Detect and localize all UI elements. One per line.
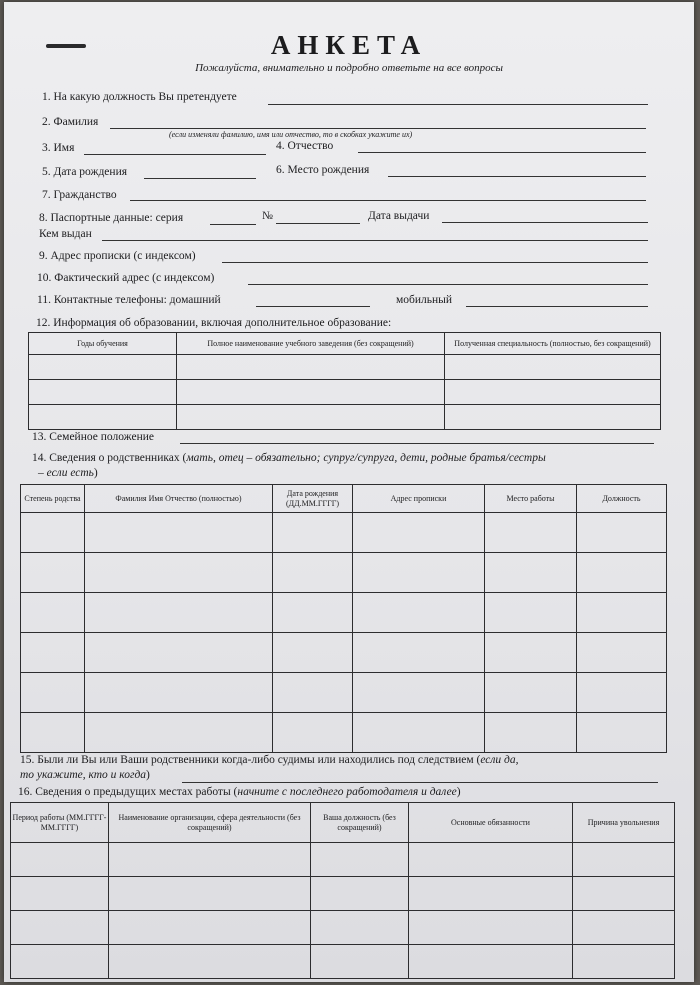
questionnaire-sheet <box>4 2 694 982</box>
table-cell[interactable] <box>85 553 273 593</box>
table-cell[interactable] <box>177 355 445 380</box>
table-cell[interactable] <box>273 713 353 753</box>
table-cell[interactable] <box>573 911 675 945</box>
table-cell[interactable] <box>21 593 85 633</box>
work-title-close: ) <box>456 786 461 798</box>
table-cell[interactable] <box>573 877 675 911</box>
table-cell[interactable] <box>109 945 311 979</box>
table-cell[interactable] <box>29 405 177 430</box>
table-cell[interactable] <box>109 911 311 945</box>
page-subtitle: Пожалуйста, внимательно и подробно ответьте на все вопросы <box>195 62 503 74</box>
table-cell[interactable] <box>409 945 573 979</box>
table-cell[interactable] <box>573 945 675 979</box>
education-section-title: 12. Информация об образовании, включая дополнительное образование: <box>36 317 392 329</box>
criminal-question-close: ) <box>146 769 150 781</box>
relatives-col-address: Адрес прописки <box>353 485 485 513</box>
relatives-title-italic2: – если есть <box>38 467 94 479</box>
relatives-title-close: ) <box>93 467 98 479</box>
table-cell[interactable] <box>11 877 109 911</box>
table-cell[interactable] <box>21 713 85 753</box>
table-cell[interactable] <box>85 713 273 753</box>
criminal-question-italic2: то укажите, кто и когда <box>20 769 147 781</box>
table-cell[interactable] <box>353 593 485 633</box>
table-cell[interactable] <box>85 673 273 713</box>
relatives-header-row <box>21 485 667 513</box>
passport-number-line[interactable] <box>276 223 360 224</box>
table-cell[interactable] <box>577 553 667 593</box>
birthdate-answer-line[interactable] <box>144 178 256 179</box>
question-phones-label: 11. Контактные телефоны: домашний <box>37 294 221 306</box>
table-cell[interactable] <box>11 945 109 979</box>
passport-series-line[interactable] <box>210 224 256 225</box>
criminal-question-text: 15. Были ли Вы или Ваши родственники когда-либо судимы или находились под следствием ( <box>20 754 481 766</box>
citizenship-answer-line[interactable] <box>130 200 646 201</box>
passport-issued-line[interactable] <box>102 240 648 241</box>
patronymic-answer-line[interactable] <box>358 152 646 153</box>
table-row <box>21 633 667 673</box>
table-row <box>11 877 675 911</box>
table-cell[interactable] <box>311 843 409 877</box>
relatives-title-text: 14. Сведения о родственниках ( <box>32 452 187 464</box>
work-col-reason: Причина увольнения <box>573 803 675 843</box>
table-cell[interactable] <box>273 513 353 553</box>
table-row <box>11 945 675 979</box>
education-col-institution: Полное наименование учебного заведения (без сокращений) <box>177 333 445 355</box>
table-cell[interactable] <box>485 713 577 753</box>
surname-hint: (если изменяли фамилию, имя или отчество, то в скобках укажите их) <box>169 130 413 139</box>
question-passport-label: 8. Паспортные данные: серия <box>39 212 184 224</box>
relatives-col-relation: Степень родства <box>21 485 85 513</box>
surname-answer-line[interactable] <box>110 128 646 129</box>
question-patronymic-label: 4. Отчество <box>276 140 334 152</box>
question-birthplace-label: 6. Место рождения <box>276 164 370 176</box>
question-position-label: 1. На какую должность Вы претендуете <box>42 91 237 103</box>
table-row <box>21 553 667 593</box>
position-answer-line[interactable] <box>268 104 648 105</box>
passport-date-line[interactable] <box>442 222 648 223</box>
passport-date-label: Дата выдачи <box>368 210 430 222</box>
table-cell[interactable] <box>485 673 577 713</box>
relatives-col-position: Должность <box>577 485 667 513</box>
relatives-title-italic: мать, отец – обязательно; супруг/супруга, дети, родные братья/сестры <box>186 452 546 464</box>
table-cell[interactable] <box>445 380 661 405</box>
table-row <box>11 911 675 945</box>
table-row <box>21 513 667 553</box>
criminal-answer-line[interactable] <box>182 782 658 783</box>
work-col-duties: Основные обязанности <box>409 803 573 843</box>
table-row <box>21 713 667 753</box>
table-cell[interactable] <box>85 513 273 553</box>
table-cell[interactable] <box>21 553 85 593</box>
passport-issued-label: Кем выдан <box>39 228 92 240</box>
education-table <box>28 332 661 430</box>
table-row <box>21 593 667 633</box>
question-surname-label: 2. Фамилия <box>42 116 99 128</box>
education-col-specialty: Полученная специальность (полностью, без сокращений) <box>445 333 661 355</box>
question-name-label: 3. Имя <box>42 142 75 154</box>
relatives-col-workplace: Место работы <box>485 485 577 513</box>
table-cell[interactable] <box>353 513 485 553</box>
registration-address-line[interactable] <box>222 262 648 263</box>
table-cell[interactable] <box>353 673 485 713</box>
name-answer-line[interactable] <box>84 154 266 155</box>
work-col-position: Ваша должность (без сокращений) <box>311 803 409 843</box>
table-cell[interactable] <box>177 380 445 405</box>
relatives-col-fullname: Фамилия Имя Отчество (полностью) <box>85 485 273 513</box>
table-cell[interactable] <box>577 593 667 633</box>
question-registration-address-label: 9. Адрес прописки (с индексом) <box>39 250 196 262</box>
table-cell[interactable] <box>573 843 675 877</box>
table-cell[interactable] <box>485 513 577 553</box>
table-row <box>29 355 661 380</box>
mobile-phone-label: мобильный <box>396 294 453 306</box>
page-title: АНКЕТА <box>270 30 428 60</box>
question-marital-label: 13. Семейное положение <box>32 431 154 443</box>
table-cell[interactable] <box>21 633 85 673</box>
table-cell[interactable] <box>177 405 445 430</box>
table-cell[interactable] <box>273 553 353 593</box>
table-row <box>21 673 667 713</box>
table-cell[interactable] <box>29 380 177 405</box>
mobile-phone-line[interactable] <box>466 306 648 307</box>
table-cell[interactable] <box>109 877 311 911</box>
table-cell[interactable] <box>21 673 85 713</box>
work-title-italic: начните с последнего работодателя и далее <box>237 786 457 798</box>
table-cell[interactable] <box>485 633 577 673</box>
table-cell[interactable] <box>409 877 573 911</box>
relatives-section-title <box>32 452 546 464</box>
home-phone-line[interactable] <box>256 306 370 307</box>
table-cell[interactable] <box>577 513 667 553</box>
table-row <box>11 843 675 877</box>
relatives-table <box>20 484 667 753</box>
table-cell[interactable] <box>109 843 311 877</box>
question-birthdate-label: 5. Дата рождения <box>42 166 128 178</box>
question-citizenship-label: 7. Гражданство <box>42 189 117 201</box>
table-cell[interactable] <box>11 911 109 945</box>
table-cell[interactable] <box>11 843 109 877</box>
education-col-years: Годы обучения <box>29 333 177 355</box>
table-cell[interactable] <box>353 713 485 753</box>
table-cell[interactable] <box>311 877 409 911</box>
table-row <box>29 380 661 405</box>
work-section-title <box>18 786 461 798</box>
work-table <box>10 802 675 979</box>
table-cell[interactable] <box>273 673 353 713</box>
work-col-organization: Наименование организации, сфера деятельности (без сокращений) <box>109 803 311 843</box>
criminal-question-line2 <box>20 769 150 781</box>
table-cell[interactable] <box>85 633 273 673</box>
table-cell[interactable] <box>445 355 661 380</box>
question-actual-address-label: 10. Фактический адрес (с индексом) <box>37 272 215 284</box>
table-cell[interactable] <box>485 593 577 633</box>
table-cell[interactable] <box>353 633 485 673</box>
table-cell[interactable] <box>21 513 85 553</box>
table-cell[interactable] <box>353 553 485 593</box>
table-cell[interactable] <box>311 911 409 945</box>
table-cell[interactable] <box>409 911 573 945</box>
passport-number-label: № <box>262 210 273 222</box>
table-cell[interactable] <box>273 633 353 673</box>
criminal-question-line1 <box>20 754 519 766</box>
relatives-section-title-line2 <box>38 467 98 479</box>
birthplace-answer-line[interactable] <box>388 176 646 177</box>
table-cell[interactable] <box>85 593 273 633</box>
marital-answer-line[interactable] <box>180 443 654 444</box>
table-cell[interactable] <box>485 553 577 593</box>
criminal-question-italic1: если да, <box>480 754 519 766</box>
table-cell[interactable] <box>409 843 573 877</box>
table-cell[interactable] <box>29 355 177 380</box>
table-cell[interactable] <box>577 633 667 673</box>
work-header-row <box>11 803 675 843</box>
actual-address-line[interactable] <box>248 284 648 285</box>
table-cell[interactable] <box>577 713 667 753</box>
education-header-row <box>29 333 661 355</box>
table-cell[interactable] <box>311 945 409 979</box>
table-cell[interactable] <box>273 593 353 633</box>
work-title-text: 16. Сведения о предыдущих местах работы ( <box>18 786 238 798</box>
work-col-period: Период работы (ММ.ГГГГ- ММ.ГГГГ) <box>11 803 109 843</box>
table-cell[interactable] <box>577 673 667 713</box>
table-row <box>29 405 661 430</box>
relatives-col-birthdate: Дата рождения (ДД.ММ.ГГГГ) <box>273 485 353 513</box>
table-cell[interactable] <box>445 405 661 430</box>
